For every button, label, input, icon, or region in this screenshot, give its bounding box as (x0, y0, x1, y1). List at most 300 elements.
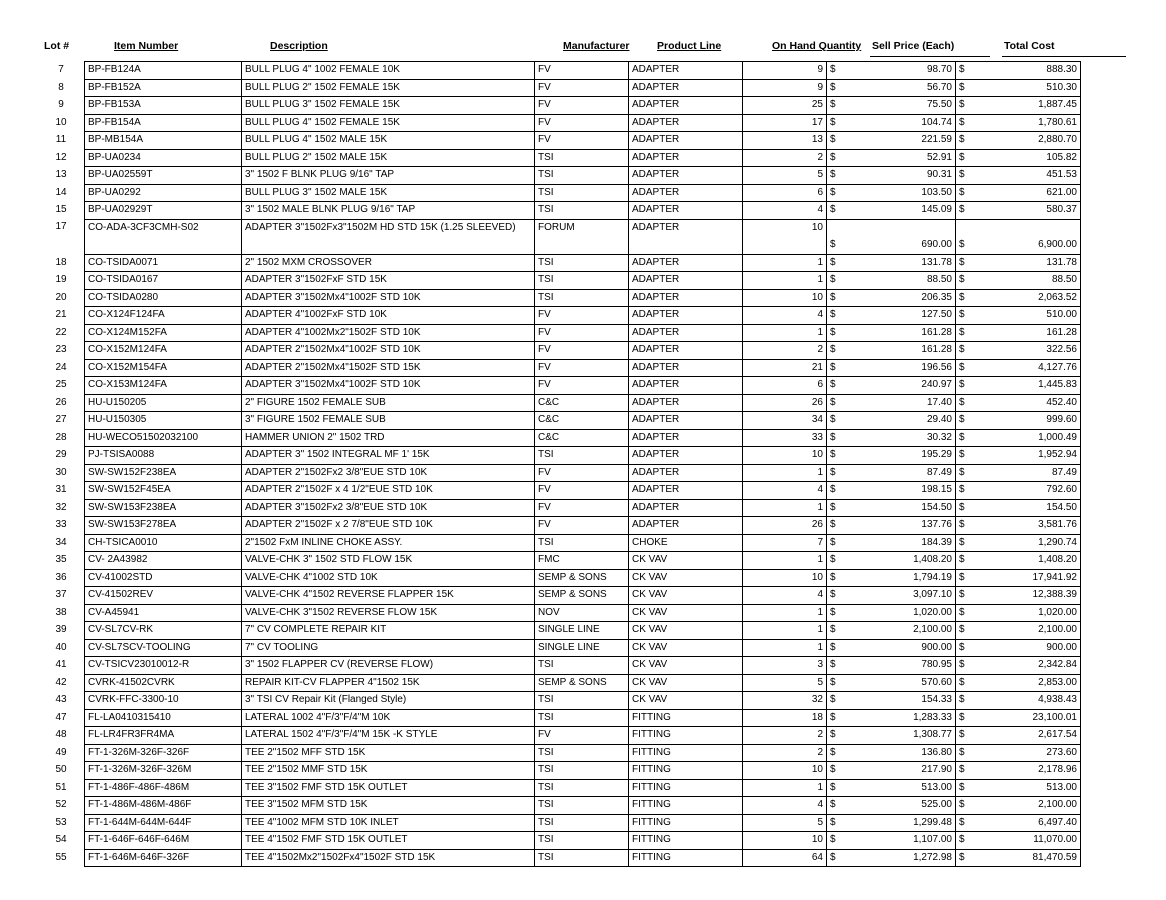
table-row (38, 132, 1081, 150)
product-line-cell: FITTING (629, 744, 743, 762)
lot-cell: 51 (55, 781, 67, 793)
currency-symbol: $ (827, 692, 842, 710)
currency-symbol: $ (827, 552, 842, 570)
sell-price-cell: 30.32 (841, 429, 956, 447)
manufacturer-cell: SINGLE LINE (535, 622, 629, 640)
description-cell: ADAPTER 3"1502Mx4"1002F STD 10K (242, 289, 535, 307)
description-cell: ADAPTER 2"1502Fx2 3/8"EUE STD 10K (242, 464, 535, 482)
table-row (38, 657, 1081, 675)
description-cell: 3" TSI CV Repair Kit (Flanged Style) (242, 692, 535, 710)
sell-price-cell: 690.00 (841, 219, 956, 254)
total-cost-cell: 2,100.00 (970, 797, 1081, 815)
total-cost-cell: 2,178.96 (970, 762, 1081, 780)
manufacturer-cell: TSI (535, 657, 629, 675)
total-cost-cell: 23,100.01 (970, 709, 1081, 727)
sell-price-cell: 90.31 (841, 167, 956, 185)
sell-price-cell: 1,020.00 (841, 604, 956, 622)
manufacturer-cell: FV (535, 517, 629, 535)
description-cell: REPAIR KIT-CV FLAPPER 4"1502 15K (242, 674, 535, 692)
sell-price-cell: 3,097.10 (841, 587, 956, 605)
table-row (38, 149, 1081, 167)
currency-symbol: $ (827, 272, 842, 290)
item-number-cell: HU-WECO51502032100 (85, 429, 242, 447)
currency-symbol: $ (956, 832, 971, 850)
description-cell: 2" FIGURE 1502 FEMALE SUB (242, 394, 535, 412)
product-line-cell: ADAPTER (629, 79, 743, 97)
currency-symbol: $ (827, 569, 842, 587)
currency-symbol: $ (956, 464, 971, 482)
manufacturer-cell: FV (535, 62, 629, 80)
table-row (38, 114, 1081, 132)
sell-price-cell: 1,272.98 (841, 849, 956, 867)
item-number-cell: FT-1-646M-646F-326F (85, 849, 242, 867)
table-row (38, 97, 1081, 115)
quantity-cell: 1 (743, 622, 827, 640)
total-cost-cell: 513.00 (970, 779, 1081, 797)
manufacturer-cell: TSI (535, 692, 629, 710)
description-cell: BULL PLUG 3" 1502 FEMALE 15K (242, 97, 535, 115)
lot-cell: 22 (55, 326, 67, 338)
quantity-cell: 1 (743, 464, 827, 482)
item-number-cell: BP-FB152A (85, 79, 242, 97)
currency-symbol: $ (956, 709, 971, 727)
manufacturer-cell: TSI (535, 534, 629, 552)
manufacturer-cell: TSI (535, 849, 629, 867)
currency-symbol: $ (956, 534, 971, 552)
item-number-cell: FT-1-486M-486M-486F (85, 797, 242, 815)
manufacturer-cell: C&C (535, 394, 629, 412)
lot-cell: 21 (55, 309, 67, 320)
currency-symbol: $ (956, 587, 971, 605)
sell-price-cell: 217.90 (841, 762, 956, 780)
description-cell: 3" FIGURE 1502 FEMALE SUB (242, 412, 535, 430)
total-cost-cell: 2,853.00 (970, 674, 1081, 692)
table-row (38, 604, 1081, 622)
description-cell: BULL PLUG 2" 1502 MALE 15K (242, 149, 535, 167)
total-cost-cell: 1,952.94 (970, 447, 1081, 465)
item-number-cell: SW-SW152F238EA (85, 464, 242, 482)
lot-cell: 37 (55, 589, 67, 600)
table-row (38, 622, 1081, 640)
total-cost-cell: 273.60 (970, 744, 1081, 762)
lot-cell: 15 (55, 204, 67, 215)
sell-price-cell: 525.00 (841, 797, 956, 815)
quantity-cell: 1 (743, 639, 827, 657)
total-cost-cell: 2,342.84 (970, 657, 1081, 675)
table-row (38, 79, 1081, 97)
sell-price-cell: 154.50 (841, 499, 956, 517)
manufacturer-cell: TSI (535, 709, 629, 727)
table-row (38, 499, 1081, 517)
sell-price-cell: 570.60 (841, 674, 956, 692)
sell-price-cell: 104.74 (841, 114, 956, 132)
lot-cell: 34 (55, 536, 67, 548)
item-number-cell: CV-A45941 (85, 604, 242, 622)
header-manufacturer: Manufacturer (563, 40, 630, 52)
quantity-cell: 1 (743, 324, 827, 342)
item-number-cell: CH-TSICA0010 (85, 534, 242, 552)
quantity-cell: 64 (743, 849, 827, 867)
description-cell: LATERAL 1002 4"F/3"F/4"M 10K (242, 709, 535, 727)
manufacturer-cell: SINGLE LINE (535, 639, 629, 657)
description-cell: VALVE-CHK 3" 1502 STD FLOW 15K (242, 552, 535, 570)
currency-symbol: $ (956, 639, 971, 657)
inventory-table (38, 61, 1081, 867)
item-number-cell: CO-X152M154FA (85, 359, 242, 377)
description-cell: ADAPTER 4"1002FxF STD 10K (242, 307, 535, 325)
description-cell: TEE 3"1502 FMF STD 15K OUTLET (242, 779, 535, 797)
currency-symbol: $ (827, 114, 842, 132)
product-line-cell: ADAPTER (629, 324, 743, 342)
product-line-cell: FITTING (629, 762, 743, 780)
manufacturer-cell: NOV (535, 604, 629, 622)
description-cell: ADAPTER 2"1502Mx4"1002F STD 10K (242, 342, 535, 360)
product-line-cell: ADAPTER (629, 447, 743, 465)
product-line-cell: CK VAV (629, 622, 743, 640)
item-number-cell: BP-UA02559T (85, 167, 242, 185)
currency-symbol: $ (827, 62, 842, 80)
table-row (38, 447, 1081, 465)
manufacturer-cell: FV (535, 324, 629, 342)
lot-cell: 8 (58, 81, 64, 93)
sell-price-cell: 127.50 (841, 307, 956, 325)
quantity-cell: 1 (743, 254, 827, 272)
header-lot: Lot # (44, 40, 70, 52)
header-item-number: Item Number (114, 40, 179, 52)
manufacturer-cell: TSI (535, 814, 629, 832)
manufacturer-cell: SEMP & SONS (535, 587, 629, 605)
quantity-cell: 4 (743, 307, 827, 325)
product-line-cell: CK VAV (629, 569, 743, 587)
quantity-cell: 5 (743, 814, 827, 832)
description-cell: LATERAL 1502 4"F/3"F/4"M 15K -K STYLE (242, 727, 535, 745)
product-line-cell: ADAPTER (629, 184, 743, 202)
lot-cell: 31 (55, 484, 67, 495)
total-cost-cell: 580.37 (970, 202, 1081, 220)
currency-symbol: $ (827, 289, 842, 307)
description-cell: ADAPTER 4"1002Mx2"1502F STD 10K (242, 324, 535, 342)
product-line-cell: ADAPTER (629, 499, 743, 517)
currency-symbol: $ (956, 482, 971, 500)
sell-price-cell: 137.76 (841, 517, 956, 535)
currency-symbol: $ (956, 657, 971, 675)
sell-price-cell: 198.15 (841, 482, 956, 500)
item-number-cell: CO-ADA-3CF3CMH-S02 (85, 219, 242, 254)
quantity-cell: 6 (743, 377, 827, 395)
quantity-cell: 2 (743, 727, 827, 745)
table-row (38, 744, 1081, 762)
table-row (38, 307, 1081, 325)
description-cell: TEE 4"1502 FMF STD 15K OUTLET (242, 832, 535, 850)
header-total-cost: Total Cost (1004, 40, 1055, 52)
description-cell: ADAPTER 2"1502F x 4 1/2"EUE STD 10K (242, 482, 535, 500)
item-number-cell: CV- 2A43982 (85, 552, 242, 570)
description-cell: ADAPTER 3"1502Fx2 3/8"EUE STD 10K (242, 499, 535, 517)
currency-symbol: $ (827, 412, 842, 430)
currency-symbol: $ (827, 219, 842, 254)
currency-symbol: $ (956, 62, 971, 80)
currency-symbol: $ (956, 184, 971, 202)
manufacturer-cell: FV (535, 97, 629, 115)
description-cell: 7" CV COMPLETE REPAIR KIT (242, 622, 535, 640)
manufacturer-cell: FV (535, 482, 629, 500)
manufacturer-cell: SEMP & SONS (535, 569, 629, 587)
product-line-cell: CHOKE (629, 534, 743, 552)
description-cell: BULL PLUG 4" 1502 FEMALE 15K (242, 114, 535, 132)
description-cell: BULL PLUG 3" 1502 MALE 15K (242, 184, 535, 202)
lot-cell: 50 (55, 764, 67, 775)
quantity-cell: 18 (743, 709, 827, 727)
currency-symbol: $ (956, 377, 971, 395)
lot-cell: 14 (55, 186, 67, 198)
product-line-cell: ADAPTER (629, 412, 743, 430)
currency-symbol: $ (956, 674, 971, 692)
product-line-cell: ADAPTER (629, 464, 743, 482)
sell-price-cell: 154.33 (841, 692, 956, 710)
quantity-cell: 34 (743, 412, 827, 430)
sell-price-cell: 161.28 (841, 324, 956, 342)
header-product-line: Product Line (657, 40, 722, 52)
item-number-cell: CV-41502REV (85, 587, 242, 605)
sell-price-cell: 2,100.00 (841, 622, 956, 640)
product-line-cell: ADAPTER (629, 167, 743, 185)
lot-cell: 9 (58, 99, 64, 110)
currency-symbol: $ (956, 849, 971, 867)
lot-cell: 11 (55, 134, 67, 145)
item-number-cell: FL-LR4FR3FR4MA (85, 727, 242, 745)
item-number-cell: HU-U150205 (85, 394, 242, 412)
currency-symbol: $ (827, 359, 842, 377)
manufacturer-cell: FV (535, 359, 629, 377)
lot-cell: 55 (55, 851, 67, 863)
total-cost-cell: 999.60 (970, 412, 1081, 430)
sell-price-cell: 17.40 (841, 394, 956, 412)
header-description: Description (270, 40, 328, 52)
quantity-cell: 5 (743, 167, 827, 185)
product-line-cell: ADAPTER (629, 394, 743, 412)
description-cell: VALVE-CHK 4"1002 STD 10K (242, 569, 535, 587)
total-cost-cell: 154.50 (970, 499, 1081, 517)
sell-price-cell: 136.80 (841, 744, 956, 762)
currency-symbol: $ (827, 482, 842, 500)
sell-price-cell: 221.59 (841, 132, 956, 150)
total-cost-cell: 4,127.76 (970, 359, 1081, 377)
lot-cell: 53 (55, 816, 67, 828)
lot-cell: 49 (55, 746, 67, 758)
product-line-cell: CK VAV (629, 639, 743, 657)
item-number-cell: FT-1-646F-646F-646M (85, 832, 242, 850)
manufacturer-cell: TSI (535, 779, 629, 797)
manufacturer-cell: FMC (535, 552, 629, 570)
sell-price-cell: 29.40 (841, 412, 956, 430)
table-row (38, 709, 1081, 727)
currency-symbol: $ (827, 167, 842, 185)
currency-symbol: $ (827, 517, 842, 535)
currency-symbol: $ (956, 132, 971, 150)
currency-symbol: $ (956, 342, 971, 360)
description-cell: TEE 2"1502 MMF STD 15K (242, 762, 535, 780)
product-line-cell: FITTING (629, 849, 743, 867)
manufacturer-cell: TSI (535, 762, 629, 780)
quantity-cell: 2 (743, 342, 827, 360)
total-cost-cell: 1,408.20 (970, 552, 1081, 570)
manufacturer-cell: TSI (535, 832, 629, 850)
manufacturer-cell: TSI (535, 184, 629, 202)
item-number-cell: FT-1-644M-644M-644F (85, 814, 242, 832)
table-row (38, 639, 1081, 657)
currency-symbol: $ (956, 569, 971, 587)
currency-symbol: $ (827, 797, 842, 815)
product-line-cell: FITTING (629, 797, 743, 815)
product-line-cell: ADAPTER (629, 377, 743, 395)
currency-symbol: $ (827, 79, 842, 97)
quantity-cell: 7 (743, 534, 827, 552)
currency-symbol: $ (956, 359, 971, 377)
lot-cell: 13 (55, 169, 67, 180)
manufacturer-cell: FV (535, 727, 629, 745)
lot-cell: 38 (55, 606, 67, 618)
lot-cell: 26 (55, 396, 67, 408)
item-number-cell: BP-FB124A (85, 62, 242, 80)
description-cell: ADAPTER 3"1502Fx3"1502M HD STD 15K (1.25 SLEEVED) (242, 219, 535, 254)
description-cell: ADAPTER 3" 1502 INTEGRAL MF 1' 15K (242, 447, 535, 465)
description-cell: TEE 4"1502Mx2"1502Fx4"1502F STD 15K (242, 849, 535, 867)
sell-price-cell: 75.50 (841, 97, 956, 115)
sell-price-cell: 1,794.19 (841, 569, 956, 587)
item-number-cell: PJ-TSISA0088 (85, 447, 242, 465)
description-cell: ADAPTER 2"1502Mx4"1502F STD 15K (242, 359, 535, 377)
lot-cell: 25 (55, 379, 67, 390)
product-line-cell: FITTING (629, 779, 743, 797)
item-number-cell: CV-41002STD (85, 569, 242, 587)
table-row (38, 552, 1081, 570)
currency-symbol: $ (827, 744, 842, 762)
currency-symbol: $ (956, 447, 971, 465)
quantity-cell: 1 (743, 552, 827, 570)
currency-symbol: $ (956, 79, 971, 97)
currency-symbol: $ (956, 254, 971, 272)
currency-symbol: $ (827, 149, 842, 167)
currency-symbol: $ (956, 622, 971, 640)
lot-cell: 10 (55, 116, 67, 128)
sell-price-cell: 513.00 (841, 779, 956, 797)
header-rule-total (1002, 56, 1126, 57)
item-number-cell: CO-TSIDA0280 (85, 289, 242, 307)
sell-price-cell: 161.28 (841, 342, 956, 360)
manufacturer-cell: TSI (535, 272, 629, 290)
description-cell: TEE 2"1502 MFF STD 15K (242, 744, 535, 762)
currency-symbol: $ (956, 114, 971, 132)
currency-symbol: $ (956, 762, 971, 780)
currency-symbol: $ (827, 184, 842, 202)
item-number-cell: FT-1-486F-486F-486M (85, 779, 242, 797)
description-cell: BULL PLUG 4" 1502 MALE 15K (242, 132, 535, 150)
product-line-cell: ADAPTER (629, 359, 743, 377)
quantity-cell: 10 (743, 762, 827, 780)
description-cell: TEE 3"1502 MFM STD 15K (242, 797, 535, 815)
total-cost-cell: 1,780.61 (970, 114, 1081, 132)
manufacturer-cell: TSI (535, 167, 629, 185)
sell-price-cell: 1,299.48 (841, 814, 956, 832)
currency-symbol: $ (827, 499, 842, 517)
description-cell: ADAPTER 3"1502Mx4"1002F STD 10K (242, 377, 535, 395)
table-row (38, 394, 1081, 412)
currency-symbol: $ (956, 202, 971, 220)
manufacturer-cell: FV (535, 132, 629, 150)
manufacturer-cell: TSI (535, 447, 629, 465)
quantity-cell: 21 (743, 359, 827, 377)
sell-price-cell: 1,107.00 (841, 832, 956, 850)
sell-price-cell: 145.09 (841, 202, 956, 220)
item-number-cell: CV-SL7CV-RK (85, 622, 242, 640)
currency-symbol: $ (827, 202, 842, 220)
manufacturer-cell: TSI (535, 289, 629, 307)
sell-price-cell: 780.95 (841, 657, 956, 675)
sell-price-cell: 87.49 (841, 464, 956, 482)
description-cell: 3" 1502 F BLNK PLUG 9/16" TAP (242, 167, 535, 185)
currency-symbol: $ (956, 149, 971, 167)
product-line-cell: ADAPTER (629, 254, 743, 272)
lot-cell: 20 (55, 291, 67, 303)
currency-symbol: $ (827, 709, 842, 727)
currency-symbol: $ (827, 342, 842, 360)
sell-price-cell: 1,408.20 (841, 552, 956, 570)
manufacturer-cell: C&C (535, 412, 629, 430)
lot-cell: 35 (55, 554, 67, 565)
quantity-cell: 10 (743, 832, 827, 850)
currency-symbol: $ (956, 97, 971, 115)
currency-symbol: $ (827, 377, 842, 395)
table-row (38, 219, 1081, 254)
currency-symbol: $ (956, 517, 971, 535)
product-line-cell: FITTING (629, 709, 743, 727)
item-number-cell: CO-TSIDA0167 (85, 272, 242, 290)
item-number-cell: SW-SW153F238EA (85, 499, 242, 517)
currency-symbol: $ (956, 429, 971, 447)
currency-symbol: $ (956, 797, 971, 815)
total-cost-cell: 2,880.70 (970, 132, 1081, 150)
total-cost-cell: 87.49 (970, 464, 1081, 482)
table-row (38, 62, 1081, 80)
table-row (38, 464, 1081, 482)
product-line-cell: ADAPTER (629, 289, 743, 307)
sell-price-cell: 131.78 (841, 254, 956, 272)
currency-symbol: $ (827, 447, 842, 465)
currency-symbol: $ (827, 254, 842, 272)
currency-symbol: $ (827, 849, 842, 867)
manufacturer-cell: TSI (535, 744, 629, 762)
quantity-cell: 5 (743, 674, 827, 692)
product-line-cell: FITTING (629, 832, 743, 850)
manufacturer-cell: FV (535, 307, 629, 325)
quantity-cell: 10 (743, 569, 827, 587)
currency-symbol: $ (827, 132, 842, 150)
product-line-cell: CK VAV (629, 604, 743, 622)
total-cost-cell: 792.60 (970, 482, 1081, 500)
table-row (38, 762, 1081, 780)
sell-price-cell: 52.91 (841, 149, 956, 167)
quantity-cell: 2 (743, 149, 827, 167)
lot-cell: 42 (55, 676, 67, 688)
currency-symbol: $ (827, 534, 842, 552)
table-row (38, 587, 1081, 605)
currency-symbol: $ (956, 499, 971, 517)
item-number-cell: BP-MB154A (85, 132, 242, 150)
item-number-cell: CV-SL7SCV-TOOLING (85, 639, 242, 657)
table-row (38, 779, 1081, 797)
quantity-cell: 13 (743, 132, 827, 150)
currency-symbol: $ (827, 832, 842, 850)
